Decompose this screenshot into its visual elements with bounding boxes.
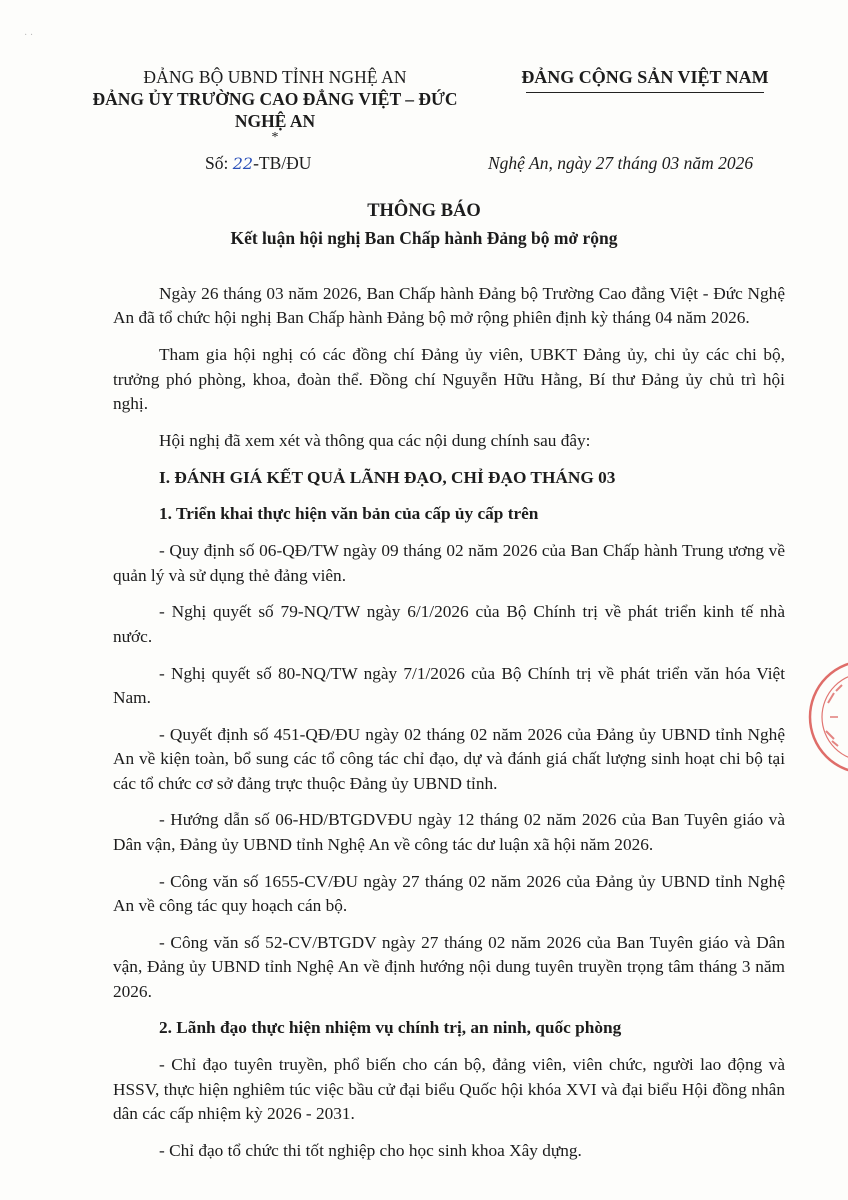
- document-subtitle: Kết luận hội nghị Ban Chấp hành Đảng bộ mở rộng: [230, 228, 618, 248]
- official-seal-icon: [806, 657, 848, 777]
- list-item: - Chỉ đạo tuyên truyền, phổ biến cho cán bộ, đảng viên, viên chức, người lao động và HSSV, thực hiện nghiêm túc việc bầu cử đại biểu Quốc hội khóa XVI và đại biểu Hội đồng nhân dân các cấp nhiệm kỳ 2026 - 2031.: [113, 1055, 785, 1124]
- paragraph: Hội nghị đã xem xét và thông qua các nội dung chính sau đây:: [159, 430, 591, 450]
- document-date: Nghệ An, ngày 27 tháng 03 năm 2026: [488, 153, 754, 173]
- paragraph: Tham gia hội nghị có các đồng chí Đảng ủy viên, UBKT Đảng ủy, chi ủy các chi bộ, trưởng phó phòng, khoa, đoàn thể. Đồng chí Nguyễn Hữu Hằng, Bí thư Đảng ủy chủ trì hội nghị.: [113, 345, 785, 414]
- party-heading: [500, 66, 790, 93]
- list-item: - Nghị quyết số 79-NQ/TW ngày 6/1/2026 của Bộ Chính trị về phát triển kinh tế nhà nước.: [113, 602, 785, 646]
- authority-star: *: [271, 130, 279, 145]
- document-title: THÔNG BÁO: [367, 201, 481, 221]
- list-item: - Hướng dẫn số 06-HD/BTGDVĐU ngày 12 tháng 02 năm 2026 của Ban Tuyên giáo và Dân vận, Đảng ủy UBND tỉnh Nghệ An về công tác dư luận xã hội năm 2026.: [113, 810, 785, 854]
- scan-artifact: · ·: [24, 30, 34, 41]
- document-body: [113, 282, 785, 1176]
- issuing-authority: [60, 66, 490, 144]
- authority-line-3: NGHỆ AN: [234, 111, 316, 131]
- document-number-suffix: -TB/ĐU: [253, 153, 312, 173]
- subsection-heading: 2. Lãnh đạo thực hiện nhiệm vụ chính trị, an ninh, quốc phòng: [159, 1018, 622, 1038]
- document-number-handwritten: 22: [232, 154, 254, 173]
- party-title-underline: [526, 92, 764, 93]
- party-title: ĐẢNG CỘNG SẢN VIỆT NAM: [521, 67, 769, 87]
- paragraph: Ngày 26 tháng 03 năm 2026, Ban Chấp hành Đảng bộ Trường Cao đẳng Việt - Đức Nghệ An đã tổ chức hội nghị Ban Chấp hành Đảng bộ mở rộng phiên định kỳ tháng 04 năm 2026.: [113, 284, 785, 328]
- list-item: - Nghị quyết số 80-NQ/TW ngày 7/1/2026 của Bộ Chính trị về phát triển văn hóa Việt Nam.: [113, 663, 785, 708]
- document-number: [205, 153, 311, 174]
- list-item: - Quyết định số 451-QĐ/ĐU ngày 02 tháng 02 năm 2026 của Đảng ủy UBND tỉnh Nghệ An về kiện toàn, bổ sung các tổ công tác chỉ đạo, dự và đánh giá chất lượng sinh hoạt chi bộ tại các tổ chức cơ sở đảng trực thuộc Đảng ủy UBND tỉnh.: [113, 724, 785, 793]
- authority-line-2: ĐẢNG ỦY TRƯỜNG CAO ĐẲNG VIỆT – ĐỨC: [92, 89, 458, 109]
- authority-line-1: ĐẢNG BỘ UBND TỈNH NGHỆ AN: [143, 67, 407, 87]
- section-heading: I. ĐÁNH GIÁ KẾT QUẢ LÃNH ĐẠO, CHỈ ĐẠO THÁNG 03: [159, 467, 616, 487]
- list-item: - Công văn số 52-CV/BTGDV ngày 27 tháng 02 năm 2026 của Ban Tuyên giáo và Dân vận, Đảng ủy UBND tỉnh Nghệ An về định hướng nội dung tuyên truyền trọng tâm tháng 3 năm 2026.: [113, 932, 785, 1001]
- document-number-prefix: Số:: [205, 153, 233, 173]
- list-item: - Quy định số 06-QĐ/TW ngày 09 tháng 02 năm 2026 của Ban Chấp hành Trung ương về quản lý và sử dụng thẻ đảng viên.: [113, 541, 785, 585]
- subsection-heading: 1. Triển khai thực hiện văn bản của cấp ủy cấp trên: [159, 504, 539, 524]
- list-item: - Công văn số 1655-CV/ĐU ngày 27 tháng 02 năm 2026 của Đảng ủy UBND tỉnh Nghệ An về công tác quy hoạch cán bộ.: [113, 871, 785, 916]
- list-item: - Chỉ đạo tổ chức thi tốt nghiệp cho học sinh khoa Xây dựng.: [159, 1140, 582, 1160]
